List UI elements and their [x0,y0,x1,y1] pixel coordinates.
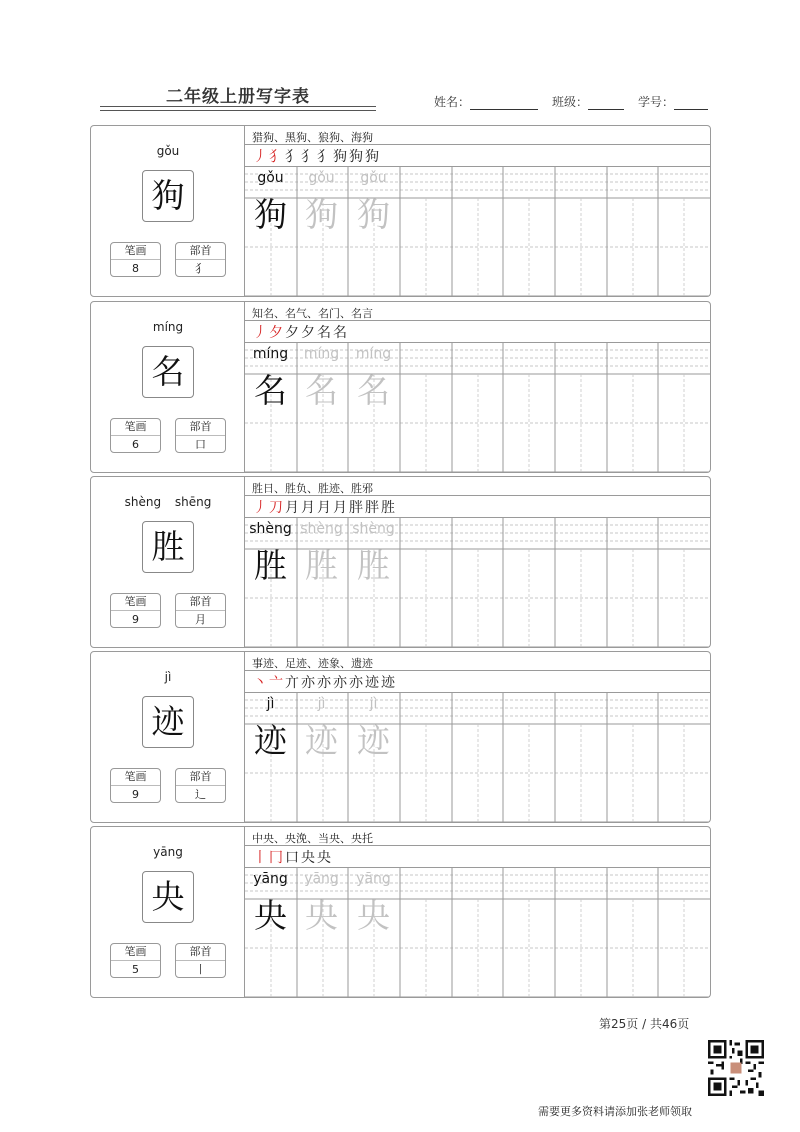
stroke-step: 丨 [253,850,269,866]
divider-line [245,320,710,321]
writing-grid[interactable] [245,342,710,472]
pinyin-trace: gǒu [360,170,387,186]
student-info [434,93,708,110]
stroke-step: 夕 [269,325,285,341]
stroke-step: 丶 [253,675,269,691]
writing-grid[interactable] [245,692,710,822]
stroke-step: 央 [301,850,317,866]
character-card [90,125,711,297]
writing-grid[interactable] [245,867,710,997]
stroke-step: 胜 [381,500,397,516]
character-card [90,826,711,998]
stroke-count-value: 8 [132,262,139,275]
stroke-step: 亦 [333,675,349,691]
stroke-order [253,146,381,166]
stroke-step: 刀 [269,500,285,516]
name-field[interactable] [470,98,538,110]
stroke-step: 狗 [349,149,365,165]
pinyin-trace: míng [303,346,340,362]
stroke-count-header: 笔画 [111,769,160,786]
stroke-step: 犭 [301,149,317,165]
character-trace: 迹 [357,721,390,760]
stroke-count-value: 6 [132,438,139,451]
example-words: 中央、央浼、当央、央托 [252,832,373,845]
radical-value: 犭 [195,262,206,275]
stroke-step: 亦 [301,675,317,691]
stroke-step: 犭 [317,149,333,165]
stroke-step: 月 [333,500,349,516]
character-trace: 名 [254,371,287,410]
title-underline [100,106,376,107]
practice-panel [245,302,710,472]
radical-value: 口 [195,438,206,451]
title-underline [100,110,376,111]
stroke-count-value: 9 [132,788,139,801]
character-info-panel [91,477,245,647]
example-words: 猎狗、黑狗、狼狗、海狗 [252,131,373,144]
stroke-count-value: 9 [132,613,139,626]
writing-grid[interactable] [245,517,710,647]
radical-header: 部首 [176,944,225,961]
divider-line [245,845,710,846]
character-trace: 胜 [254,546,287,585]
radical-box [175,242,226,277]
stroke-step: 夕 [301,325,317,341]
character-pinyin: míng [152,320,184,334]
stroke-count-header: 笔画 [111,419,160,436]
stroke-step: 名 [333,325,349,341]
stroke-count-box [110,768,161,803]
stroke-count-value: 5 [132,963,139,976]
radical-header: 部首 [176,243,225,260]
pinyin-trace: gǒu [308,170,335,186]
stroke-step: 月 [301,500,317,516]
pinyin-trace: gǒu [257,170,284,186]
example-words: 胜日、胜负、胜迹、胜邪 [252,482,373,495]
character-info-panel [91,126,245,296]
divider-line [245,495,710,496]
stroke-order [253,497,397,517]
stroke-step: 亦 [317,675,333,691]
character-trace: 胜 [357,546,390,585]
stroke-step: 亣 [285,675,301,691]
character-card [90,301,711,473]
character-pinyin: gǒu [156,144,180,158]
radical-header: 部首 [176,769,225,786]
stroke-step: 狗 [365,149,381,165]
example-words: 知名、名气、名门、名言 [252,307,373,320]
divider-line [245,670,710,671]
pinyin-trace: yāng [356,871,391,887]
name-label: 姓名： [434,95,471,109]
character-trace: 狗 [357,195,390,234]
stroke-order [253,847,333,867]
stroke-count-box [110,593,161,628]
stroke-order [253,672,397,692]
stroke-step: 月 [317,500,333,516]
pinyin-trace: jì [369,696,378,712]
character-trace: 狗 [254,195,287,234]
stroke-step: 丿 [253,500,269,516]
character-display: 胜 [142,521,194,573]
footer-note: 需要更多资料请添加张老师领取 [538,1105,692,1118]
character-trace: 央 [305,896,338,935]
stroke-step: 犭 [285,149,301,165]
practice-panel [245,827,710,997]
radical-value: 丨 [195,963,206,976]
character-pinyin: jì [164,670,172,684]
stroke-step: 冂 [269,850,285,866]
stroke-count-header: 笔画 [111,594,160,611]
character-info-panel [91,652,245,822]
stroke-step: 夕 [285,325,301,341]
stroke-step: 犭 [269,149,285,165]
qr-code-icon [708,1040,764,1096]
stroke-step: 迹 [365,675,381,691]
practice-panel [245,126,710,296]
stroke-count-header: 笔画 [111,944,160,961]
stroke-step: 名 [317,325,333,341]
character-display: 名 [142,346,194,398]
pinyin-trace: jì [317,696,326,712]
stroke-step: 央 [317,850,333,866]
pinyin-trace: shèng [300,521,343,537]
radical-box [175,593,226,628]
divider-line [245,144,710,145]
character-display: 央 [142,871,194,923]
pinyin-trace: míng [252,346,289,362]
character-card [90,651,711,823]
id-label: 学号： [638,95,675,109]
stroke-count-box [110,242,161,277]
radical-value: 月 [195,613,206,626]
character-pinyin: yāng [153,845,183,859]
stroke-step: 亠 [269,675,285,691]
radical-header: 部首 [176,419,225,436]
stroke-step: 月 [285,500,301,516]
worksheet-title: 二年级上册写字表 [166,87,310,107]
practice-panel [245,477,710,647]
radical-value: 辶 [195,788,206,801]
character-trace: 央 [357,896,390,935]
stroke-step: 亦 [349,675,365,691]
stroke-step: 胖 [349,500,365,516]
stroke-step: 丿 [253,325,269,341]
character-trace: 胜 [305,546,338,585]
stroke-count-box [110,418,161,453]
character-display: 狗 [142,170,194,222]
character-trace: 迹 [305,721,338,760]
pinyin-trace: shèng [352,521,395,537]
example-words: 事迹、足迹、迹象、遗迹 [252,657,373,670]
class-field[interactable] [588,98,624,110]
stroke-step: 丿 [253,149,269,165]
character-trace: 央 [254,896,287,935]
radical-box [175,943,226,978]
character-card [90,476,711,648]
class-label: 班级： [552,95,589,109]
character-info-panel [91,827,245,997]
id-field[interactable] [674,98,708,110]
radical-box [175,418,226,453]
character-display: 迹 [142,696,194,748]
practice-panel [245,652,710,822]
character-trace: 名 [305,371,338,410]
character-pinyin: shèng shēng [124,495,212,509]
pinyin-trace: shèng [249,521,292,537]
pinyin-trace: yāng [253,871,288,887]
stroke-order [253,322,349,342]
pinyin-trace: jì [266,696,275,712]
radical-box [175,768,226,803]
character-trace: 狗 [305,195,338,234]
writing-grid[interactable] [245,166,710,296]
stroke-count-header: 笔画 [111,243,160,260]
stroke-step: 口 [285,850,301,866]
pinyin-trace: yāng [304,871,339,887]
stroke-step: 胖 [365,500,381,516]
page-number: 第25页 / 共46页 [599,1017,690,1031]
pinyin-trace: míng [355,346,392,362]
stroke-count-box [110,943,161,978]
stroke-step: 迹 [381,675,397,691]
character-trace: 名 [357,371,390,410]
character-trace: 迹 [254,721,287,760]
radical-header: 部首 [176,594,225,611]
stroke-step: 狗 [333,149,349,165]
character-info-panel [91,302,245,472]
